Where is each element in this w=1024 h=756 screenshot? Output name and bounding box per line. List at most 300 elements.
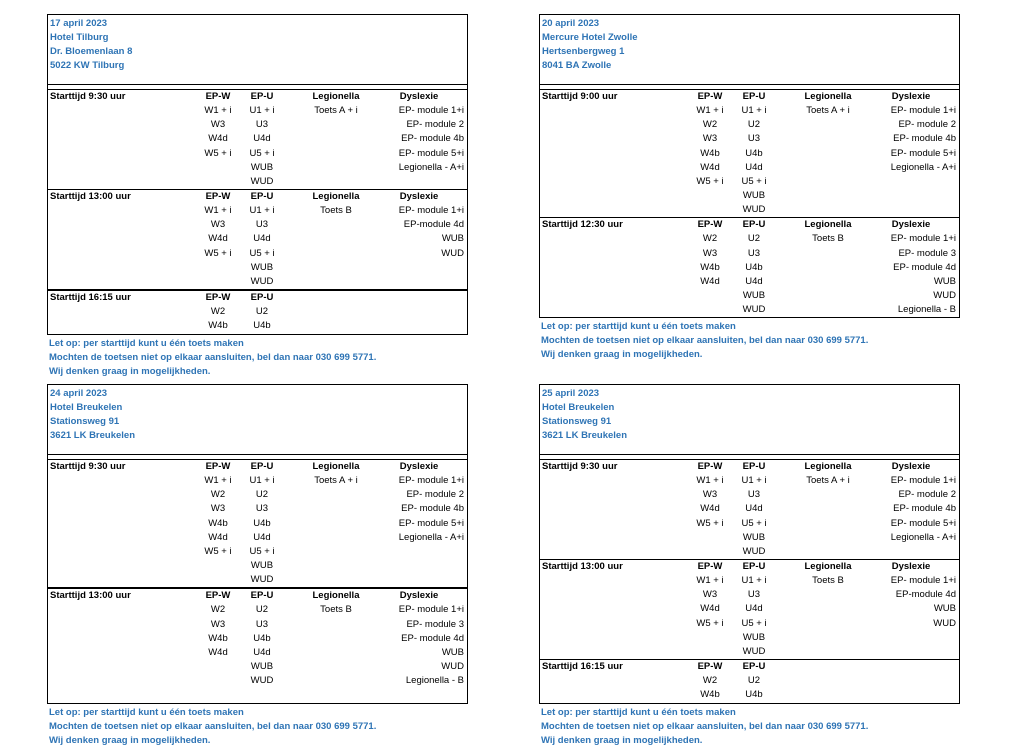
schedule-table <box>539 384 960 704</box>
cell-dys: EP- module 3 <box>898 247 956 259</box>
cell-dys: EP- module 4b <box>893 503 956 515</box>
cell-epw: W1 + i <box>204 205 232 217</box>
cell-epu: U4d <box>253 531 271 543</box>
cell-epu: U5 + i <box>741 175 767 187</box>
cell-epu: U4d <box>745 603 763 615</box>
postal-city: 3621 LK Breukelen <box>50 430 136 441</box>
note-line: Wij denken graag in mogelijkheden. <box>49 734 211 746</box>
cell-epw: W3 <box>702 489 718 501</box>
cell-dys: WUD <box>933 290 956 302</box>
col-header-epw: EP-W <box>205 191 231 203</box>
cell-epw: W5 + i <box>204 147 232 159</box>
cell-epw: W3 <box>210 219 226 231</box>
cell-dys: WUB <box>441 233 464 245</box>
schedule-block <box>47 14 468 379</box>
exam-date: 24 april 2023 <box>50 388 108 399</box>
postal-city: 8041 BA Zwolle <box>542 60 612 71</box>
cell-dys: WUB <box>933 275 956 287</box>
session-row <box>540 203 959 217</box>
cell-dys: EP- module 2 <box>898 489 956 501</box>
col-header-leg: Legionella <box>312 461 360 472</box>
cell-epw: W4d <box>208 133 228 145</box>
col-header-epw: EP-W <box>205 91 231 102</box>
cell-epw: W4d <box>208 233 228 245</box>
cell-dys: EP- module 4d <box>893 261 956 273</box>
session-header-row <box>540 218 959 232</box>
col-header-epw: EP-W <box>697 91 723 102</box>
session-row <box>48 118 467 132</box>
start-time: Starttijd 16:15 uur <box>50 292 131 304</box>
col-header-dys: Dyslexie <box>399 590 439 602</box>
session-row <box>48 261 467 275</box>
col-header-epw: EP-W <box>697 661 723 673</box>
note-line: Mochten de toetsen niet op elkaar aansluiten, bel dan naar 030 699 5771. <box>49 720 377 732</box>
street-address: Hertsenbergweg 1 <box>542 46 625 57</box>
session-row <box>540 118 959 132</box>
cell-epw: W4b <box>208 517 228 529</box>
cell-epw: W1 + i <box>696 475 724 487</box>
session-header-row <box>540 460 959 474</box>
col-header-epu: EP-U <box>250 191 274 203</box>
cell-epw: W3 <box>702 133 718 145</box>
session-row <box>48 603 467 617</box>
hotel-name: Mercure Hotel Zwolle <box>542 32 638 43</box>
note-line: Let op: per starttijd kunt u één toets maken <box>541 321 736 333</box>
cell-dys: EP- module 4b <box>401 133 464 145</box>
session-header-row <box>48 190 467 204</box>
street-address: Stationsweg 91 <box>50 416 120 427</box>
cell-epw: W1 + i <box>204 105 232 117</box>
cell-dys: EP- module 2 <box>406 489 464 501</box>
session-section <box>48 587 467 702</box>
cell-epw: W5 + i <box>204 247 232 259</box>
session-row <box>540 545 959 559</box>
cell-epw: W3 <box>210 618 226 630</box>
session-row <box>540 588 959 602</box>
cell-epw: W4b <box>700 261 720 273</box>
session-section <box>48 289 467 333</box>
cell-dys: EP- module 2 <box>406 119 464 131</box>
cell-leg: Toets B <box>812 575 844 587</box>
cell-epw: W2 <box>210 489 226 501</box>
col-header-epw: EP-W <box>697 561 723 573</box>
cell-epw: W2 <box>702 119 718 131</box>
start-time: Starttijd 13:00 uur <box>50 590 131 602</box>
col-header-leg: Legionella <box>804 219 852 231</box>
cell-epw: W3 <box>702 247 718 259</box>
session-row <box>48 175 467 189</box>
cell-epu: U1 + i <box>249 475 275 487</box>
cell-epu: U4d <box>253 646 271 658</box>
session-row <box>540 161 959 175</box>
session-row <box>540 247 959 261</box>
cell-epu: U5 + i <box>249 545 275 557</box>
session-section <box>540 659 959 702</box>
col-header-epu: EP-U <box>250 590 274 602</box>
cell-dys: EP- module 2 <box>898 119 956 131</box>
cell-epw: W4d <box>208 646 228 658</box>
location-header <box>48 385 467 455</box>
start-time: Starttijd 9:30 uur <box>50 461 126 472</box>
cell-epu: U5 + i <box>249 147 275 159</box>
cell-epw: W4d <box>700 275 720 287</box>
cell-dys: EP- module 1+i <box>398 205 464 217</box>
note-line: Let op: per starttijd kunt u één toets maken <box>541 706 736 718</box>
cell-dys: Legionella - A+i <box>398 531 464 543</box>
session-row <box>540 502 959 516</box>
session-row <box>540 674 959 688</box>
cell-epw: W3 <box>210 119 226 131</box>
schedule-table <box>539 14 960 318</box>
cell-epu: U3 <box>747 589 761 601</box>
postal-city: 5022 KW Tilburg <box>50 60 125 71</box>
session-row <box>48 161 467 175</box>
cell-epu: U2 <box>747 675 761 687</box>
start-time: Starttijd 9:30 uur <box>542 461 618 472</box>
start-time: Starttijd 9:00 uur <box>542 91 618 102</box>
hotel-name: Hotel Breukelen <box>542 402 615 413</box>
cell-epw: W4b <box>208 632 228 644</box>
session-row <box>48 104 467 118</box>
cell-epu: WUD <box>250 175 274 187</box>
cell-epu: WUD <box>742 545 766 557</box>
schedule-block <box>47 384 468 748</box>
session-row <box>540 303 959 317</box>
cell-dys: Legionella - A+i <box>890 531 956 543</box>
cell-dys: EP- module 4b <box>893 133 956 145</box>
note-line: Wij denken graag in mogelijkheden. <box>541 734 703 746</box>
cell-epw: W4b <box>208 320 228 332</box>
session-row <box>48 646 467 660</box>
cell-epu: WUD <box>250 675 274 687</box>
session-section <box>540 460 959 559</box>
cell-dys: Legionella - A+i <box>890 161 956 173</box>
cell-epu: WUB <box>742 531 766 543</box>
col-header-leg: Legionella <box>804 91 852 102</box>
cell-epu: U2 <box>255 306 269 318</box>
cell-epu: WUB <box>250 560 274 572</box>
cell-dys: EP-module 4d <box>895 589 956 601</box>
session-row <box>540 132 959 146</box>
cell-epu: U4d <box>253 133 271 145</box>
session-row <box>540 602 959 616</box>
cell-dys: EP- module 1+i <box>890 475 956 487</box>
cell-dys: WUB <box>933 603 956 615</box>
cell-dys: EP- module 3 <box>406 618 464 630</box>
session-row <box>48 147 467 161</box>
notes <box>47 706 468 748</box>
col-header-dys: Dyslexie <box>399 191 439 203</box>
cell-epw: W5 + i <box>204 545 232 557</box>
cell-epu: WUB <box>250 161 274 173</box>
session-section <box>48 189 467 289</box>
cell-epu: U3 <box>747 489 761 501</box>
session-row <box>48 559 467 573</box>
cell-epu: U2 <box>747 233 761 245</box>
cell-epw: W3 <box>702 589 718 601</box>
session-section <box>540 559 959 659</box>
cell-epw: W2 <box>702 233 718 245</box>
cell-epw: W4b <box>700 689 720 701</box>
note-line: Wij denken graag in mogelijkheden. <box>49 365 211 377</box>
cell-epu: U4b <box>253 632 271 644</box>
cell-epu: WUD <box>742 204 766 216</box>
cell-dys: EP- module 1+i <box>398 604 464 616</box>
session-row <box>48 275 467 289</box>
col-header-epu: EP-U <box>742 661 766 673</box>
col-header-epw: EP-W <box>205 590 231 602</box>
session-section <box>540 217 959 317</box>
schedule-block <box>539 384 960 748</box>
col-header-epu: EP-U <box>250 292 274 304</box>
cell-epu: U4b <box>745 147 763 159</box>
cell-dys: WUD <box>933 617 956 629</box>
cell-epu: U5 + i <box>741 617 767 629</box>
session-row <box>540 275 959 289</box>
session-row <box>540 574 959 588</box>
note-line: Mochten de toetsen niet op elkaar aansluiten, bel dan naar 030 699 5771. <box>49 351 377 363</box>
cell-epw: W1 + i <box>696 105 724 117</box>
hotel-name: Hotel Breukelen <box>50 402 123 413</box>
session-row <box>48 474 467 488</box>
session-row <box>48 232 467 246</box>
col-header-dys: Dyslexie <box>399 461 439 472</box>
session-row <box>48 488 467 502</box>
cell-epw: W5 + i <box>696 517 724 529</box>
cell-dys: WUB <box>441 646 464 658</box>
location-header <box>540 385 959 455</box>
cell-dys: EP-module 4d <box>403 219 464 231</box>
location-header <box>48 15 467 85</box>
session-row <box>540 617 959 631</box>
session-row <box>48 632 467 646</box>
cell-epu: U3 <box>255 219 269 231</box>
cell-dys: EP- module 1+i <box>398 105 464 117</box>
cell-dys: EP- module 5+i <box>890 517 956 529</box>
cell-dys: EP- module 1+i <box>398 475 464 487</box>
session-header-row <box>48 90 467 104</box>
exam-date: 17 april 2023 <box>50 18 108 29</box>
col-header-epw: EP-W <box>697 461 723 472</box>
session-row <box>48 545 467 559</box>
cell-epu: U4d <box>745 503 763 515</box>
session-row <box>48 674 467 688</box>
session-header-row <box>48 291 467 305</box>
note-line: Mochten de toetsen niet op elkaar aansluiten, bel dan naar 030 699 5771. <box>541 720 869 732</box>
cell-dys: Legionella - A+i <box>398 161 464 173</box>
session-section <box>540 90 959 217</box>
postal-city: 3621 LK Breukelen <box>542 430 628 441</box>
session-row <box>540 289 959 303</box>
session-row <box>48 688 467 702</box>
cell-epu: U3 <box>747 247 761 259</box>
session-row <box>48 531 467 545</box>
session-row <box>540 147 959 161</box>
session-row <box>540 531 959 545</box>
cell-epu: U1 + i <box>741 475 767 487</box>
session-row <box>48 305 467 319</box>
cell-dys: EP- module 5+i <box>398 517 464 529</box>
session-row <box>540 104 959 118</box>
cell-epu: U1 + i <box>741 575 767 587</box>
cell-epw: W2 <box>702 675 718 687</box>
session-row <box>48 618 467 632</box>
session-row <box>48 660 467 674</box>
session-header-row <box>540 660 959 674</box>
schedule-block <box>539 14 960 362</box>
cell-leg: Toets A + i <box>314 105 358 117</box>
col-header-epw: EP-W <box>697 219 723 231</box>
session-section <box>48 460 467 587</box>
col-header-epu: EP-U <box>742 561 766 573</box>
cell-epw: W4d <box>208 531 228 543</box>
cell-epu: WUD <box>742 304 766 316</box>
schedule-table <box>47 14 468 335</box>
cell-epu: U4b <box>745 689 763 701</box>
hotel-name: Hotel Tilburg <box>50 32 109 43</box>
col-header-epu: EP-U <box>742 461 766 472</box>
col-header-epu: EP-U <box>742 219 766 231</box>
session-row <box>540 488 959 502</box>
col-header-dys: Dyslexie <box>891 219 931 231</box>
cell-leg: Toets A + i <box>314 475 358 487</box>
schedule-table <box>47 384 468 704</box>
session-row <box>48 204 467 218</box>
note-line: Let op: per starttijd kunt u één toets maken <box>49 706 244 718</box>
note-line: Wij denken graag in mogelijkheden. <box>541 349 703 361</box>
cell-epu: U3 <box>255 119 269 131</box>
cell-epw: W3 <box>210 503 226 515</box>
cell-epu: U3 <box>255 618 269 630</box>
cell-epu: U4d <box>745 161 763 173</box>
col-header-dys: Dyslexie <box>891 461 931 472</box>
note-line: Let op: per starttijd kunt u één toets maken <box>49 337 244 349</box>
session-row <box>48 517 467 531</box>
start-time: Starttijd 16:15 uur <box>542 661 623 673</box>
cell-epu: WUB <box>250 661 274 673</box>
session-header-row <box>48 460 467 474</box>
col-header-leg: Legionella <box>804 461 852 472</box>
cell-epw: W4b <box>700 147 720 159</box>
start-time: Starttijd 12:30 uur <box>542 219 623 231</box>
cell-dys: EP- module 5+i <box>890 147 956 159</box>
cell-epw: W1 + i <box>204 475 232 487</box>
cell-epu: WUB <box>742 190 766 202</box>
cell-epu: U1 + i <box>249 205 275 217</box>
cell-epu: U1 + i <box>249 105 275 117</box>
cell-dys: EP- module 4b <box>401 503 464 515</box>
cell-leg: Toets A + i <box>806 475 850 487</box>
exam-date: 20 april 2023 <box>542 18 600 29</box>
cell-epu: U4b <box>745 261 763 273</box>
session-header-row <box>48 589 467 603</box>
notes <box>47 337 468 379</box>
session-row <box>540 631 959 645</box>
session-row <box>48 218 467 232</box>
cell-epu: WUB <box>250 261 274 273</box>
cell-epu: U2 <box>747 119 761 131</box>
exam-date: 25 april 2023 <box>542 388 600 399</box>
session-row <box>540 261 959 275</box>
cell-epu: U3 <box>255 503 269 515</box>
cell-dys: Legionella - B <box>897 304 956 316</box>
session-section <box>48 90 467 189</box>
notes <box>539 706 960 748</box>
cell-dys: Legionella - B <box>405 675 464 687</box>
cell-epu: U4d <box>745 275 763 287</box>
cell-epw: W4d <box>700 503 720 515</box>
col-header-epw: EP-W <box>205 292 231 304</box>
col-header-leg: Legionella <box>312 191 360 203</box>
session-row <box>540 232 959 246</box>
col-header-leg: Legionella <box>312 590 360 602</box>
session-row <box>48 247 467 261</box>
street-address: Dr. Bloemenlaan 8 <box>50 46 133 57</box>
col-header-epw: EP-W <box>205 461 231 472</box>
location-header <box>540 15 959 85</box>
cell-dys: EP- module 4d <box>401 632 464 644</box>
cell-leg: Toets B <box>320 604 352 616</box>
cell-dys: EP- module 1+i <box>890 105 956 117</box>
cell-epu: U3 <box>747 133 761 145</box>
cell-epu: WUB <box>742 290 766 302</box>
cell-epu: U2 <box>255 604 269 616</box>
col-header-dys: Dyslexie <box>399 91 439 102</box>
cell-leg: Toets A + i <box>806 105 850 117</box>
session-row <box>540 517 959 531</box>
session-row <box>540 688 959 702</box>
col-header-dys: Dyslexie <box>891 91 931 102</box>
start-time: Starttijd 9:30 uur <box>50 91 126 102</box>
cell-epu: U5 + i <box>249 247 275 259</box>
cell-epw: W5 + i <box>696 617 724 629</box>
cell-epw: W4d <box>700 603 720 615</box>
session-row <box>540 474 959 488</box>
cell-epw: W4d <box>700 161 720 173</box>
session-row <box>540 645 959 659</box>
session-row <box>48 132 467 146</box>
session-row <box>48 573 467 587</box>
col-header-leg: Legionella <box>804 561 852 573</box>
cell-dys: WUD <box>441 247 464 259</box>
cell-epu: U4d <box>253 233 271 245</box>
cell-epu: U4b <box>253 517 271 529</box>
cell-epu: WUB <box>742 631 766 643</box>
col-header-epu: EP-U <box>742 91 766 102</box>
note-line: Mochten de toetsen niet op elkaar aansluiten, bel dan naar 030 699 5771. <box>541 335 869 347</box>
cell-dys: WUD <box>441 661 464 673</box>
session-row <box>48 319 467 333</box>
session-row <box>48 502 467 516</box>
start-time: Starttijd 13:00 uur <box>50 191 131 203</box>
cell-epw: W2 <box>210 306 226 318</box>
cell-epw: W1 + i <box>696 575 724 587</box>
cell-epu: U1 + i <box>741 105 767 117</box>
cell-dys: EP- module 1+i <box>890 233 956 245</box>
cell-leg: Toets B <box>320 205 352 217</box>
notes <box>539 320 960 362</box>
cell-epu: U5 + i <box>741 517 767 529</box>
session-header-row <box>540 90 959 104</box>
cell-leg: Toets B <box>812 233 844 245</box>
cell-epu: U4b <box>253 320 271 332</box>
col-header-epu: EP-U <box>250 461 274 472</box>
cell-epw: W5 + i <box>696 175 724 187</box>
cell-epu: WUD <box>742 645 766 657</box>
street-address: Stationsweg 91 <box>542 416 612 427</box>
cell-dys: EP- module 5+i <box>398 147 464 159</box>
col-header-dys: Dyslexie <box>891 561 931 573</box>
